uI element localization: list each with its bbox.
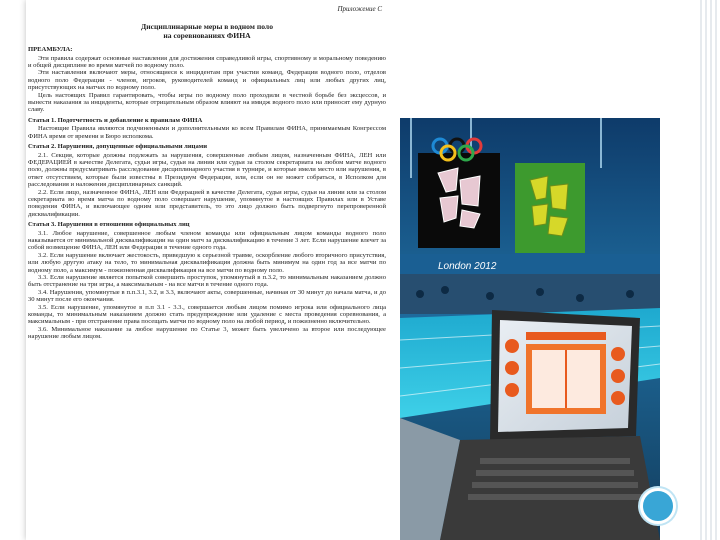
article-2-paragraph: 2.1. Секция, которые должны подлежать за нарушения, совершенные любым лицом, назначенным ФИНА, ЛЕН или ФЕДЕРАЦИЕЙ в качестве Делегата, судьи игры, судьи на линии или судьи за столом секретариата на любом матче водного поло, должны предусматривать расследование дисциплинарного участия в турнире, и которые имели место или нарушения, в ответ отсутствием, которые были известны в Президиум Федерации, или, если он не может собраться, в Исполком для расследования и наложения дисциплинарных санкций.: [28, 151, 386, 189]
document-title: [28, 23, 386, 40]
decorative-stripes: [700, 0, 720, 540]
preamble-paragraph: Эти правила содержат основные наставления для достижения справедливой игры, спортивному и моральному поведению и общей дисциплине во время матчей по водному поло.: [28, 54, 386, 70]
arena-photo: [400, 118, 660, 540]
right-video-screen: [515, 163, 585, 253]
preamble-paragraph: Цель настоящих Правил гарантировать, чтобы игры по водному поло проходили в честной борьбе без эксцессов, и вынести наказания за инциденты, которые отрицательным образом влияют на имидж водного поло или приносят ему дурную славу.: [28, 91, 386, 114]
article-3-paragraph: 3.4. Нарушения, упомянутые в п.п.3.1, 3.2, и 3.3, включают акты, совершенные, начиная от 30 минут до начала матча, и до 30 минут после его окончания.: [28, 288, 386, 304]
arena-photo-image: [400, 118, 660, 540]
article-3-paragraph: 3.6. Минимальное наказание за любое нарушение по Статье 3, может быть увеличено за второе или последующее нарушение любым лицом.: [28, 325, 386, 341]
blue-circle-badge-icon: [640, 488, 676, 524]
article-2-paragraph: 2.2. Если лицо, назначенное ФИНА, ЛЕН или Федерацией в качестве Делегата, судьи игры, судьи на линии или за столом секретариата во время матча по водному поло совершает нарушение, упомянутое в настоящих Правилах или в Уставе поведения ФИНА, и включающее одним или представитель, то это лицо должно быть подвергнуто перепроверенной дисквалификации.: [28, 188, 386, 218]
article-3-paragraph: 3.2. Если нарушение включает жестокость, приведшую к серьезной травме, оскорбление любого вторичного присутствия, или любую другую атаку на тело, то минимальная дисквалификация должна быть минимум на один год за все матчи по водному поло, а максимум - пожизненная дисквалификация на все матчи по водному поло.: [28, 251, 386, 274]
left-video-screen: [418, 153, 500, 248]
article-2-heading: Статья 2. Нарушения, допущенные официальными лицами: [28, 143, 208, 151]
title-line-1: Дисциплинарные меры в водном поло: [141, 22, 273, 32]
article-3-paragraph: 3.5. Если нарушение, упомянутое в п.п 3.1 - 3.3., совершается любым лицом помимо игрока или официального лица команды, то минимальным наказанием должно стать предупреждение или удаление с места проведения соревнования, а максимальным - при отстранение права посещать матчи по водному поло на любой период, и пожизненно включительно.: [28, 303, 386, 326]
title-line-2: на соревнованиях ФИНА: [163, 30, 251, 40]
preamble-heading: ПРЕАМБУЛА:: [28, 46, 73, 54]
article-3-paragraph: 3.3. Если нарушение является попыткой совершить проступок, упомянутый в п.3.2, то минимальным наказанием должно быть отстранение на три игры, а максимальным - на все матчи в течение одного года.: [28, 274, 386, 289]
document-page: [28, 2, 386, 532]
article-3-paragraph: 3.1. Любое нарушение, совершенное любым членом команды или официальным лицом команды водного поло наказывается от минимальной дисквалификации на один матч за дисквалификацию в течение 3 лет. Если нарушение влечет за собой возмещение ФИНА, ЛЕН или Федерации в течение одного года.: [28, 229, 386, 252]
preamble-paragraph: Эти наставления включают меры, относящиеся к инцидентам при участии команд, Федерации водного поло, отделов водного поло Федерации - членов, игроков, руководителей команд и официальных лиц или любых других лиц, присутствующих на матчах по водному поло.: [28, 69, 386, 92]
appendix-label: Приложение С: [337, 5, 382, 13]
article-3-heading: Статья 3. Нарушения в отношении официальных лиц: [28, 221, 190, 229]
article-1-paragraph: Настоящие Правила являются подчиненными и дополнительными ко всем Правилам ФИНА, принимаемым Конгрессом ФИНА время от времени и Бюро исполкома.: [28, 125, 386, 140]
london-2012-banner: London 2012: [438, 261, 497, 272]
article-1-heading: Статья 1. Подотчетность и добавление к правилам ФИНА: [28, 116, 203, 124]
